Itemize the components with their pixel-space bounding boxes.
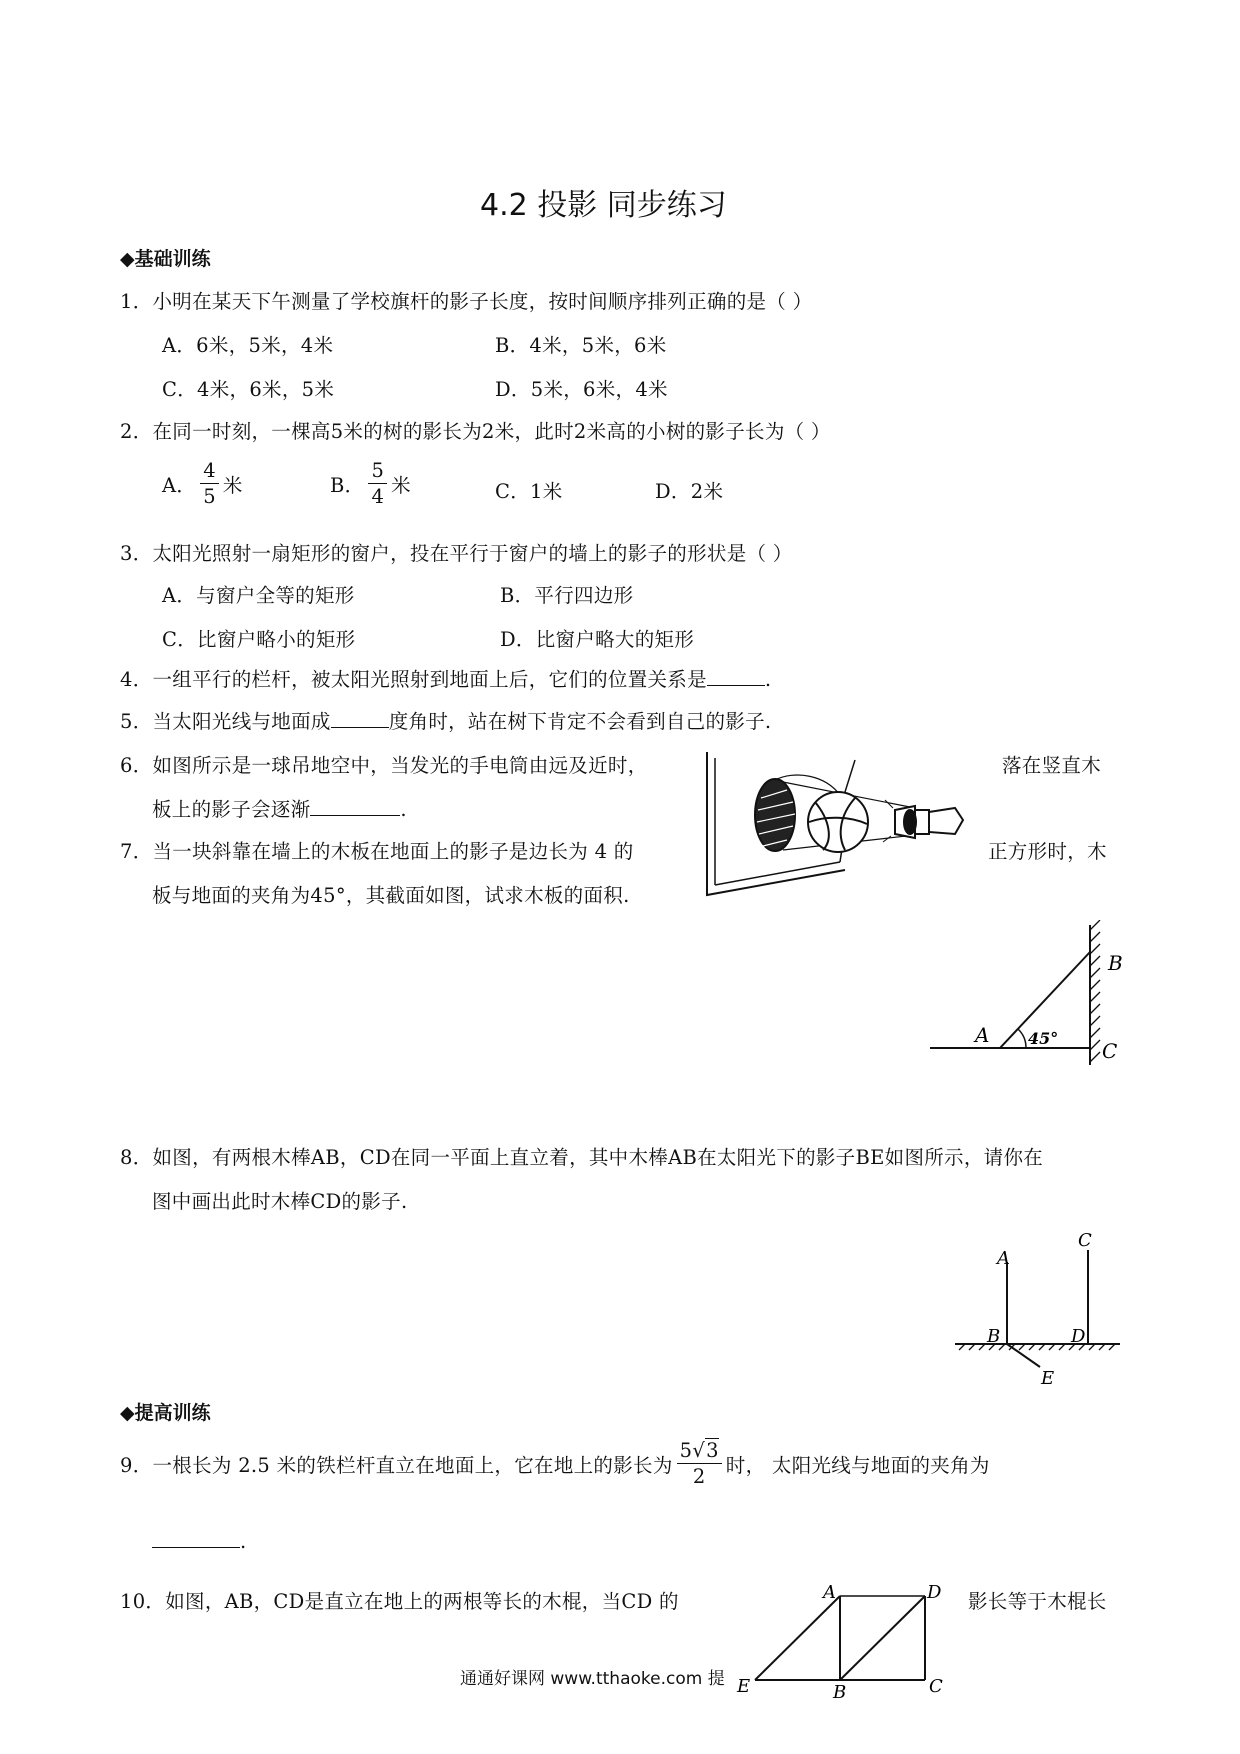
- question-10-right: 影长等于木棍长: [968, 1590, 1107, 1613]
- question-6-end: .: [400, 798, 407, 821]
- question-9-end: .: [240, 1530, 247, 1553]
- answer-blank: [310, 814, 400, 816]
- section-advanced-heading: ◆提高训练: [120, 1402, 211, 1424]
- fraction-four-fifths: [200, 460, 219, 508]
- label-e: E: [1041, 1368, 1055, 1389]
- question-6-line-2: [152, 794, 407, 822]
- question-2-option-d: D．2米: [655, 480, 724, 503]
- label-a: A: [823, 1582, 836, 1603]
- fraction-five-fourths: [368, 460, 387, 508]
- ray-bd: [840, 1596, 925, 1680]
- question-10-left: 10．如图，AB，CD是直立在地上的两根等长的木棍，当CD 的: [120, 1590, 679, 1613]
- question-7-line-2: 板与地面的夹角为45°，其截面如图，试求木板的面积.: [152, 884, 630, 907]
- coefficient: 5: [679, 1439, 693, 1462]
- question-4-text: 4．一组平行的栏杆，被太阳光照射到地面上后，它们的位置关系是: [120, 668, 707, 691]
- numerator: 5√3: [677, 1440, 722, 1464]
- denominator: 4: [371, 485, 385, 509]
- numerator: 5: [368, 460, 387, 484]
- question-5: [120, 706, 771, 734]
- question-9-text-end: 时， 太阳光线与地面的夹角为: [725, 1453, 990, 1477]
- question-1-option-d: D．5米，6米，4米: [495, 378, 668, 401]
- question-9-line-2: [152, 1530, 247, 1553]
- question-2-option-a: [162, 460, 243, 508]
- option-prefix: B．: [330, 473, 365, 497]
- label-a: A: [975, 1023, 990, 1047]
- denominator: 2: [692, 1465, 706, 1489]
- question-8-line-2: 图中画出此时木棒CD的影子.: [152, 1190, 408, 1213]
- question-4-end: .: [764, 668, 772, 691]
- label-d: D: [927, 1582, 942, 1603]
- question-2-option-b: [330, 460, 411, 508]
- page-footer: 通通好课网 www.tthaoke.com 提: [460, 1669, 725, 1689]
- label-b: B: [833, 1682, 847, 1700]
- figure-ball-flashlight: [705, 750, 975, 900]
- answer-blank: [152, 1546, 240, 1548]
- figure-board-wall: [930, 920, 1130, 1070]
- fraction-five-root-three-over-two: [677, 1440, 722, 1488]
- numerator: 4: [200, 460, 219, 484]
- radicand: 3: [706, 1439, 719, 1462]
- label-c: C: [1102, 1039, 1118, 1063]
- figure-two-sticks: [945, 1232, 1125, 1392]
- answer-blank: [707, 684, 765, 686]
- question-1-option-c: C．4米，6米，5米: [162, 378, 335, 401]
- question-8-line-1: 8．如图，有两根木棒AB，CD在同一平面上直立着，其中木棒AB在太阳光下的影子BE如图所示，请你在: [120, 1146, 1044, 1169]
- ball-circle: [808, 792, 868, 852]
- angle-label: 45°: [1028, 1029, 1059, 1048]
- question-1-option-b: B．4米，5米，6米: [495, 334, 667, 357]
- question-3-option-c: C．比窗户略小的矩形: [162, 628, 356, 651]
- question-7-line-1-right: 正方形时，木: [988, 840, 1107, 863]
- question-5-text: 5．当太阳光线与地面成: [120, 710, 331, 733]
- label-c: C: [1078, 1232, 1092, 1251]
- question-1-option-a: A．6米，5米，4米: [162, 334, 334, 357]
- option-prefix: A．: [162, 473, 197, 497]
- question-6-line-1-left: 6．如图所示是一球吊地空中，当发光的手电筒由远及近时，: [120, 754, 648, 777]
- label-e: E: [737, 1676, 751, 1697]
- question-3-option-d: D．比窗户略大的矩形: [500, 628, 695, 651]
- label-c: C: [929, 1676, 943, 1697]
- question-4: [120, 664, 771, 692]
- question-2-stem: 2．在同一时刻，一棵高5米的树的影长为2米，此时2米高的小树的影子长为（ ）: [120, 420, 831, 443]
- question-9-text: 9．一根长为 2.5 米的铁栏杆直立在地面上，它在地上的影长为: [120, 1453, 673, 1477]
- unit: 米: [222, 473, 243, 497]
- section-basic-heading: ◆基础训练: [120, 248, 211, 270]
- question-5-end: 度角时，站在树下肯定不会看到自己的影子.: [388, 710, 772, 733]
- label-b: B: [1108, 951, 1123, 975]
- label-b: B: [987, 1326, 1001, 1347]
- question-3-stem: 3．太阳光照射一扇矩形的窗户，投在平行于窗户的墙上的影子的形状是（ ）: [120, 542, 793, 565]
- question-2-option-c: C．1米: [495, 480, 563, 503]
- figure-sticks-shadow: [735, 1580, 945, 1700]
- unit: 米: [391, 473, 411, 497]
- question-6-text: 板上的影子会逐渐: [152, 798, 311, 821]
- label-d: D: [1071, 1326, 1086, 1347]
- ray-ea: [755, 1596, 840, 1680]
- page-title: 4.2 投影 同步练习: [480, 188, 727, 223]
- question-6-line-1-right: 落在竖直木: [1002, 754, 1102, 777]
- question-1-stem: 1．小明在某天下午测量了学校旗杆的影子长度，按时间顺序排列正确的是（ ）: [120, 290, 813, 313]
- question-7-line-1-left: 7．当一块斜靠在墙上的木板在地面上的影子是边长为 4 的: [120, 840, 634, 863]
- question-3-option-a: A．与窗户全等的矩形: [162, 584, 355, 607]
- question-3-option-b: B．平行四边形: [500, 584, 634, 607]
- denominator: 5: [203, 485, 216, 509]
- label-a: A: [997, 1248, 1010, 1269]
- answer-blank: [331, 726, 389, 728]
- question-9-line-1: [120, 1440, 990, 1488]
